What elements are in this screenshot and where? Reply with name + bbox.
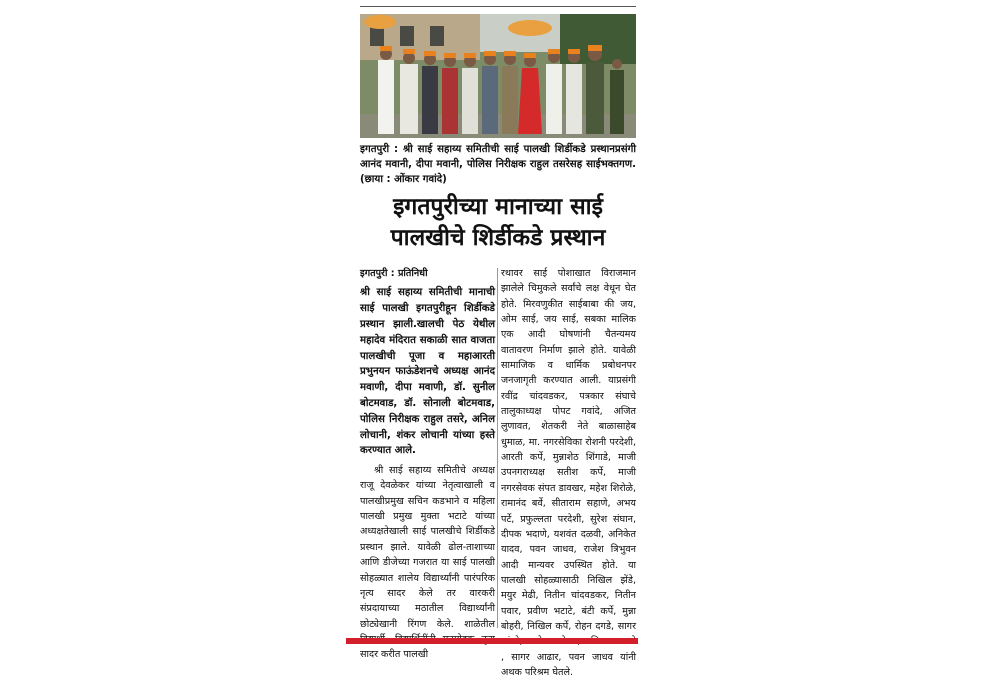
article-paragraph-2: रथावर साई पोशाखात विराजमान झालेले चिमुकले सर्वांचे लक्ष वेधून घेत होते. मिरवणुकीत साईबाबा की जय, ओम साई, जय साई, सबका मालिक एक आदी घोषणांनी चैतन्यमय वातावरण निर्माण झाले होते. यावेळी सामाजिक व धार्मिक प्रबोधनपर जनजागृती करण्यात आली. याप्रसंगी रवींद्र चांदवडकर, पत्रकार संघाचे तालुकाध्यक्ष पोपट गवांदे, अजित लुणावत, शेतकरी नेते बाळासाहेब धुमाळ, मा. नगरसेविका रोशनी परदेशी, आरती कर्पे, मुन्नाशेठ शिंगाडे, माजी उपनगराध्यक्ष सतीश कर्पे, माजी नगरसेवक संपत डावखर, महेश शिरोळे, रामानंद बर्वे, सीताराम सहाणे, अभय पर्टे, प्रफुल्लता परदेशी, सुरेश संघान, दीपक भदाणे, यशवंत दळवी, अनिकेत यादव, पवन जाधव, राजेश त्रिभुवन आदी मान्यवर उपस्थित होते. या पालखी सोहळ्यासाठी निखिल झेंडे, मयुर मेढी, नितीन चांदवडकर, नितीन पवार, प्रवीण भटाटे, बंटी कर्पे, मुन्ना बोहरी, निखिल कर्पे, रोहन दगडे, सागर , सागर आढार, पवन जाधव यांनी अथक परिश्रम घेतले. (501, 268, 636, 678)
photo-caption: इगतपुरी : श्री साई सहाय्य समितीची साई पालखी शिर्डीकडे प्रस्थानप्रसंगी आनंद मवानी, दीपा मवानी, पोलिस निरीक्षक राहुल तसरेसह साईभक्तगण. (छाया : ओंकार गवांदे) (360, 144, 636, 185)
newspaper-clipping (358, 0, 638, 678)
headline-line-1: इगतपुरीच्या मानाच्या साई (393, 194, 603, 220)
headline-line-2: पालखीचे शिर्डीकडे प्रस्थान (390, 225, 606, 251)
news-photo (360, 14, 636, 138)
article-paragraph-1: श्री साई सहाय्य समितीचे अध्यक्ष राजू देवळेकर यांच्या नेतृत्वाखाली व पालखीप्रमुख सचिन कडभाने व महिला पालखी प्रमुख मुक्ता भटाटे यांच्या अध्यक्षतेखाली साई पालखीचे शिर्डीकडे प्रस्थान झाले. यावेळी ढोल-ताशाच्या आणि डीजेच्या गजरात या साई पालखी सोहळ्यात शालेय विद्यार्थ्यांनी पारंपरिक नृत्य सादर केले तर वारकरी संप्रदायाच्या मठातील विद्यार्थ्यांनी छोट्येखानी रिंगण केले. शाळेतील सादर करीत पालखी (360, 465, 495, 661)
top-divider (360, 6, 636, 7)
column-divider (497, 268, 498, 628)
bottom-red-bar (346, 638, 638, 644)
article-column-right (501, 266, 636, 680)
article-lead: श्री साई सहाय्य समितीची मानाची साई पालखी इगतपुरीहून शिर्डीकडे प्रस्थान झाली.खालची पेठ येथील महादेव मंदिरात सकाळी सात वाजता पालखीची पूजा व महाआरती प्रभुनयन फाऊंडेशनचे अध्यक्ष आनंद मवाणी, दीपा मवाणी, डॉ. सुनील बोटमवाड, डॉ. सोनाली बोटमवाड, पोलिस निरीक्षक राहुल तसरे, अनिल लोचानी, शंकर लोचानी यांच्या हस्ते करण्यात आले. (360, 287, 495, 457)
headline (358, 192, 638, 254)
article-column-left (360, 266, 495, 663)
dateline: इगतपुरी : प्रतिनिधी (360, 268, 428, 279)
group-photo-icon (360, 14, 636, 138)
